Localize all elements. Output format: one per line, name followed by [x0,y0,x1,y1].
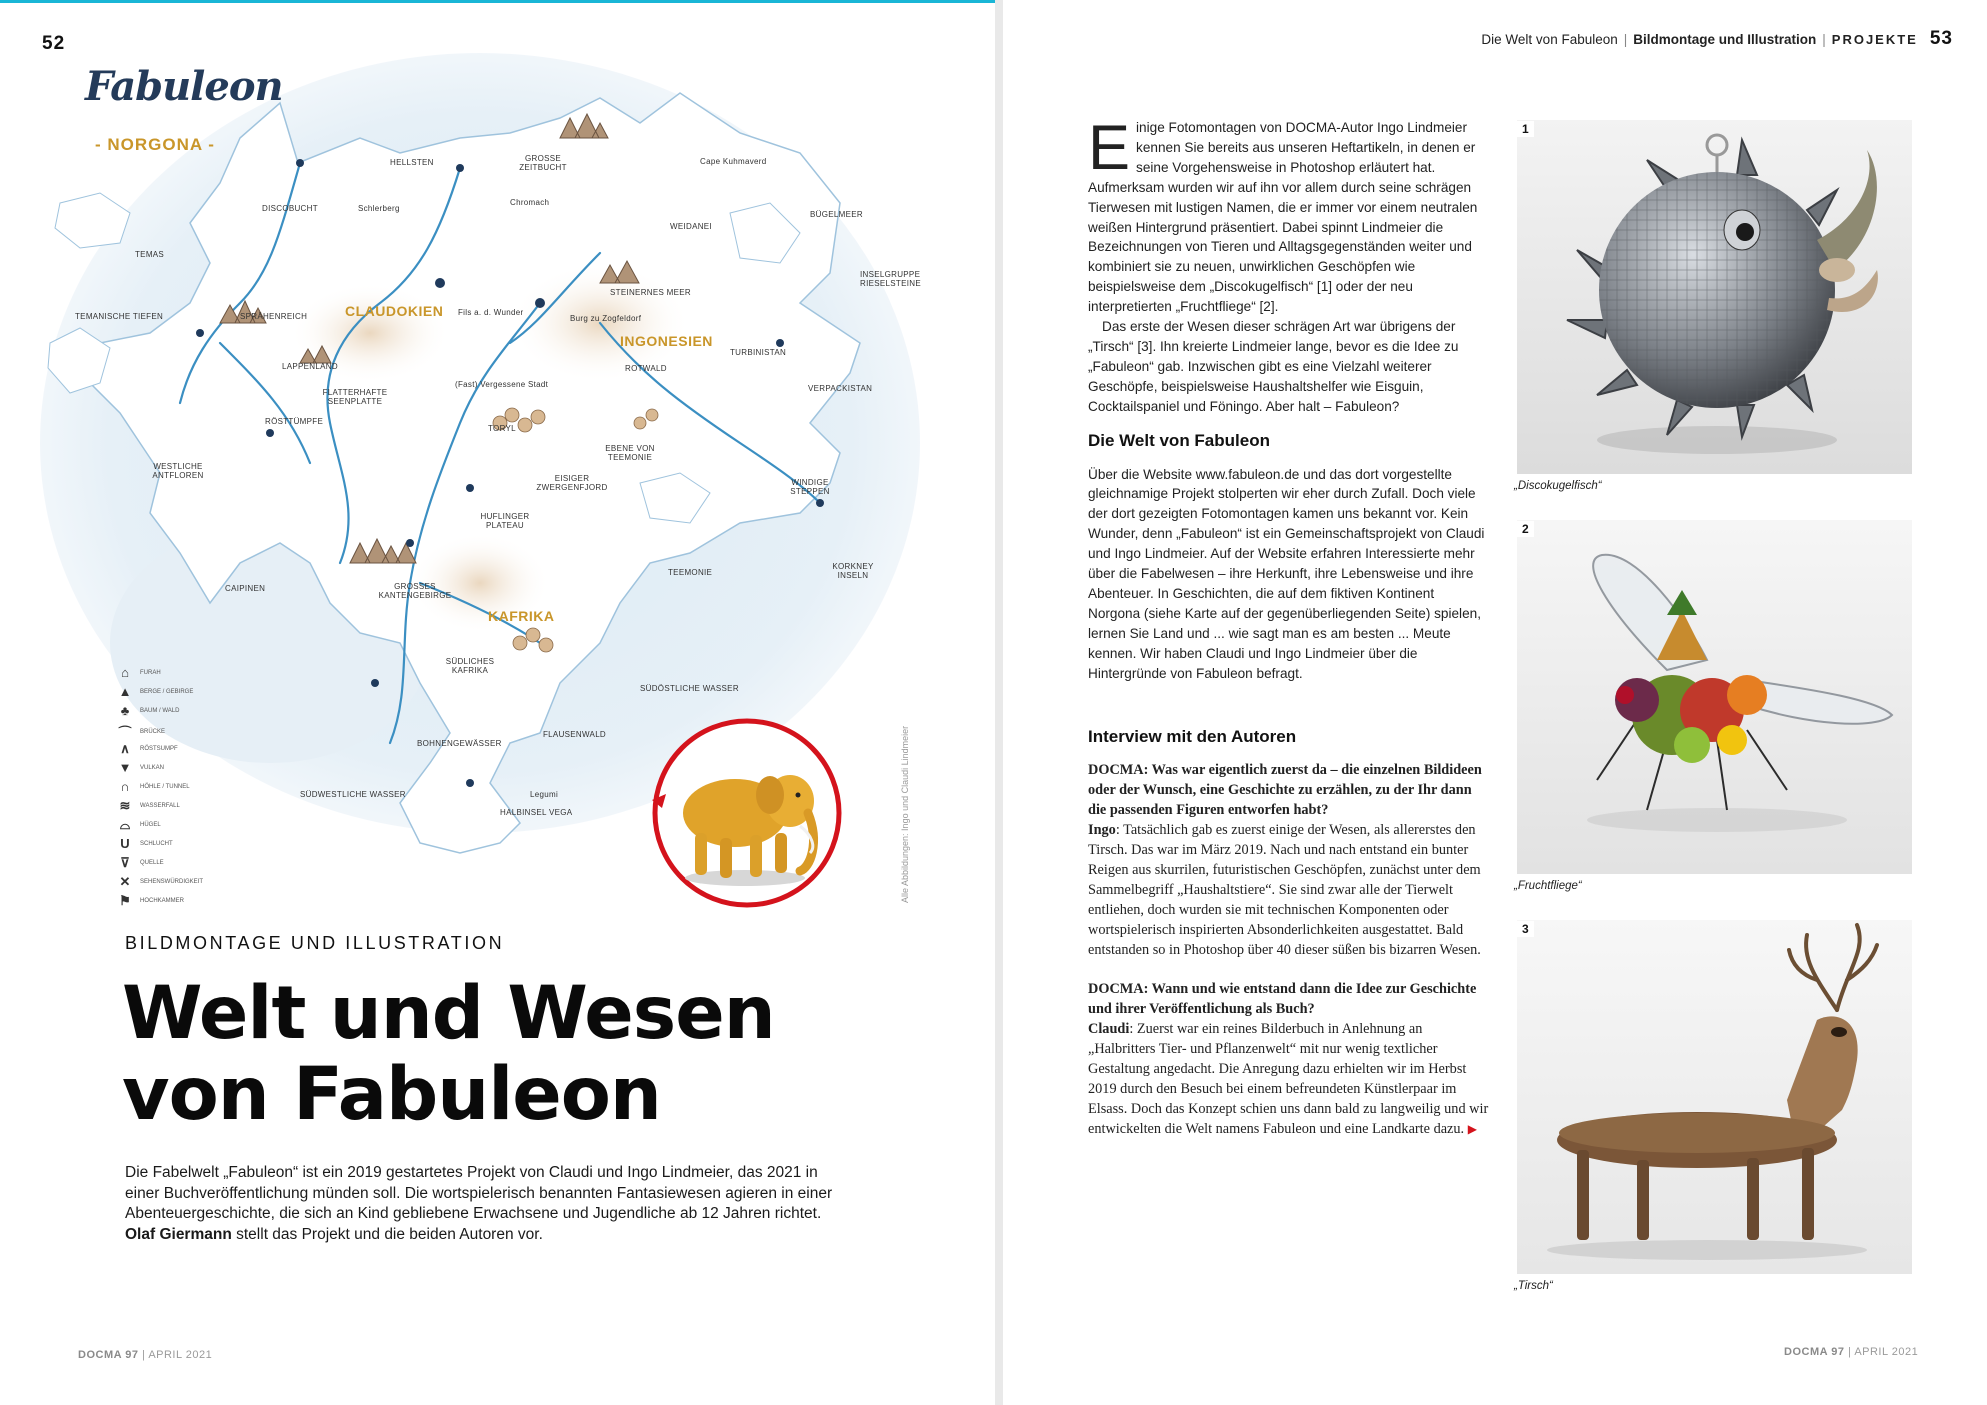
place-label: Legumi [530,790,559,799]
kicker: BILDMONTAGE UND ILLUSTRATION [125,933,505,953]
place-label: HALBINSEL VEGA [500,808,573,817]
discokugelfisch-figure [1517,120,1912,474]
continue-arrow-icon: ▶ [1467,1121,1477,1136]
place-label: EBENE VON TEEMONIE [605,444,655,462]
map-legend: ⌂ FURAH ▲ BERGE / GEBIRGE ♣ BAUM / WALD ⌒ BRÜCKE ∧ RÖSTSUMPF ▼ VULKAN ∩ HÖHLE / TUNNEL ≋ WASSERFALL ⌓ HÜGEL U SCHLUCHT ⊽ QUELLE ✕ SEHENSWÜRDIGKEIT ⚑ HOCHKAMMER [118,665,204,908]
tree-icon: ♣ [120,703,130,718]
page-number-left: 52 [42,33,66,54]
place-label: (Fast) Vergessene Stadt [455,380,549,389]
article-lede: Die Fabelwelt „Fabuleon“ ist ein 2019 gestartetes Projekt von Claudi und Ingo Lindmeier, das 2021 in einer Buchveröffentlichung münden soll. Die wortspielerisch benannten Fantasiewesen agieren in einer Abenteuergeschichte, die sich an Kind gebliebene Erwachsene und Jugendliche ab 12 Jahren richtet. Olaf Giermann stellt das Projekt und die beiden Autoren vor. [125,1164,833,1243]
fruchtfliege-figure [1517,520,1912,874]
place-label: HUFLINGER PLATEAU [480,512,530,530]
place-label: INSELGRUPPE RIESELSTEINE [860,270,921,288]
place-label: Burg zu Zogfeldorf [570,314,642,323]
place-label: FLATTERHAFTE SEENPLATTE [322,388,388,406]
hill-icon: ⌓ [119,817,131,832]
interview-answer: Ingo: Tatsächlich gab es zuerst einige der Wesen, als allererstes den Tirsch. Das war im März 2019. Nach und nach entstand ein bunter Reigen aus skurrilen, futuristischen Geschöpfen, zunächst unter dem Sammelbegriff „Haushaltstiere“. Sie sind zwar alle der Tierwelt entliehen, doch wurden sie mit technischen Komponenten oder wortspielerisch inspirierten Absonderlichkeiten ausgestattet. Bald entstanden so in Photoshop über 40 dieser süßen bis bizarren Wesen. [1088,822,1481,958]
interview-question: DOCMA: Wann und wie entstand dann die Idee zur Geschichte und ihrer Veröffentlichung als Buch? [1088,981,1477,1018]
intro-paragraph-2: Das erste der Wesen dieser schrägen Art war übrigens der „Tirsch“ [3]. Ihn kreierte Lindmeier lange, bevor es die Idee zu „Fabuleon“ gab. Inzwischen gibt es eine Vielzahl weiterer Geschöpfe, beispielsweise Haushaltshelfer wie Eisguin, Cocktailspaniel und Föningo. Aber halt – Fabuleon? [1088,319,1459,414]
image-number: 3 [1517,921,1534,937]
image-number: 1 [1517,121,1534,137]
norgona-map [40,43,920,933]
place-label: BÜGELMEER [810,210,863,219]
place-label: EISIGER ZWERGENFJORD [536,474,608,492]
image-fruchtfliege [1517,520,1912,874]
place-label: TURBINISTAN [730,348,787,357]
image-number: 2 [1517,521,1534,537]
house-icon: ⌂ [121,665,129,680]
image-caption: „Tirsch“ [1514,1280,1553,1292]
place-label: TEMANISCHE TIEFEN [75,312,164,321]
right-page [1003,0,1987,1405]
image-tirsch [1517,920,1912,1274]
place-label: FLAUSENWALD [543,730,607,739]
running-header: Die Welt von Fabuleon | Bildmontage und Illustration | PROJEKTE 53 [1481,28,1953,49]
image-credit: Alle Abbildungen: Ingo und Claudi Lindmeier [900,725,910,903]
spring-icon: ⊽ [120,855,130,870]
place-label: STEINERNES MEER [610,288,691,297]
place-label: VERPACKISTAN [808,384,873,393]
intro-paragraph: Einige Fotomontagen von DOCMA-Autor Ingo Lindmeier kennen Sie bereits aus unseren Heftartikeln, in denen er seine Vorgehensweise in Photoshop erläutert hat. Aufmerksam wurden wir auf ihn vor allem durch seine schrägen Tierwesen mit lustigen Namen, die er immer vor einem neutralen weißen Hintergrund präsentiert. Dabei spinnt Lindmeier die Bezeichnungen von Tieren und Alltagsgegenständen weiter und kombiniert sie zu neuen, unwirklichen Geschöpfen wie beispielsweise dem „Discokugelfisch“ [1] oder der neu interpretierten „Fruchtfliege“ [2]. [1088,113,1478,315]
interview-question: DOCMA: Was war eigentlich zuerst da – die einzelnen Bildideen oder der Wunsch, eine Geschichte zu erzählen, zu der Ihr dann die passenden Figuren entworfen habt? [1088,762,1482,819]
place-label: Schlerberg [358,204,400,213]
place-label: TORYL [488,424,516,433]
place-label: KORKNEY INSELN [832,562,874,580]
place-label: SÜDÖSTLICHE WASSER [640,684,739,693]
bridge-icon: ⌒ [118,725,132,740]
place-label: Chromach [510,198,550,207]
section-paragraph: Über die Website www.fabuleon.de und das dort vorgestellte gleichnamige Projekt stolperten wir eher durch Zufall. Doch viele der dort gezeigten Fotomontagen kamen uns bekannt vor. Kein Wunder, denn „Fabuleon“ ist ein Gemeinschaftsprojekt von Claudi und Ingo Lindmeier. Auf der Website erfahren Interessierte mehr über die Fabelwesen – ihre Herkunft, ihre Lebensweise und ihre Abenteuer. In Geschichten, die auf dem fiktiven Kontinent Norgona (siehe Karte auf der gegenüberliegenden Seite) spielen, lernen Sie Land und ... wie sagt man es am besten ... Meute kennen. Wir haben Claudi und Ingo Lindmeier über die Hintergründe von Fabuleon befragt. [1088,466,1485,681]
place-label: SÜDWESTLICHE WASSER [300,790,406,799]
place-label: TEEMONIE [668,568,713,577]
image-caption: „Discokugelfisch“ [1514,480,1602,492]
footer-right: DOCMA 97 | APRIL 2021 [1784,1346,1919,1358]
page-number-right: 53 [1929,28,1953,49]
place-label: WINDIGE STEPPEN [790,478,830,496]
place-label: Cape Kuhmaverd [700,157,767,166]
sight-icon: ✕ [119,874,131,889]
waterfall-icon: ≋ [119,798,131,813]
place-label: GROSSE ZEITBUCHT [519,154,567,172]
drop-cap: E [1088,113,1131,183]
article-title: Welt und Wesen von Fabuleon [122,971,775,1137]
interview-answer: Claudi: Zuerst war ein reines Bilderbuch in Anlehnung an „Halbritters Tier- und Pflanzenwelt“ mit nur wenig textlicher Gestaltung angedacht. Die Anregung dazu erhielten wir im Herbst 2019 durch den Besuch bei einem befreundeten Künstlerpaar im Elsass. Doch das Konzept schien uns dann bald zu langweilig und wir entwickelten die Welt namens Fabuleon und eine Landkarte dazu. ▶ [1088,1021,1489,1137]
author-name: Olaf Giermann [125,1225,232,1243]
chamber-icon: ⚑ [119,893,131,908]
cave-icon: ∩ [120,779,130,794]
mountain-icon: ▲ [118,684,132,699]
image-discokugelfisch [1517,120,1912,474]
place-label: LAPPENLAND [282,362,338,371]
image-caption: „Fruchtfliege“ [1514,880,1582,892]
place-label: WEIDANEI [670,222,712,231]
place-label: SÜDLICHES KAFRIKA [445,657,495,675]
place-label: Fils a. d. Wunder [458,308,524,317]
volcano-icon: ▼ [118,760,132,775]
region-label: CLAUDOKIEN [345,303,444,319]
region-label: KAFRIKA [488,608,555,624]
place-label: DISCOBUCHT [262,204,318,213]
place-label: HELLSTEN [390,158,434,167]
section-heading: Die Welt von Fabuleon [1088,430,1270,450]
place-label: BOHNENGEWÄSSER [417,739,502,748]
interview-block [1088,761,1490,1139]
section-heading: Interview mit den Autoren [1088,727,1297,747]
fabuleon-logo: Fabuleon [85,63,283,110]
place-label: WESTLICHE ANTFLOREN [152,462,204,480]
place-label: ROTWALD [625,364,667,373]
tirsch-figure [1517,920,1912,1274]
gorge-icon: U [120,836,130,851]
place-label: TEMAS [135,250,165,259]
place-label: SPRÄHENREICH [240,312,308,321]
footer-left: DOCMA 97 | APRIL 2021 [78,1349,213,1361]
place-label: CAIPINEN [225,584,266,593]
article-body [1088,113,1490,1140]
logo-subtitle: - NORGONA - [95,135,215,154]
swamp-icon: ∧ [120,741,130,756]
region-label: INGONESIEN [620,333,713,349]
place-label: RÖSTTÜMPFE [265,417,324,426]
place-label: GROSSES KANTENGEBIRGE [378,582,452,600]
